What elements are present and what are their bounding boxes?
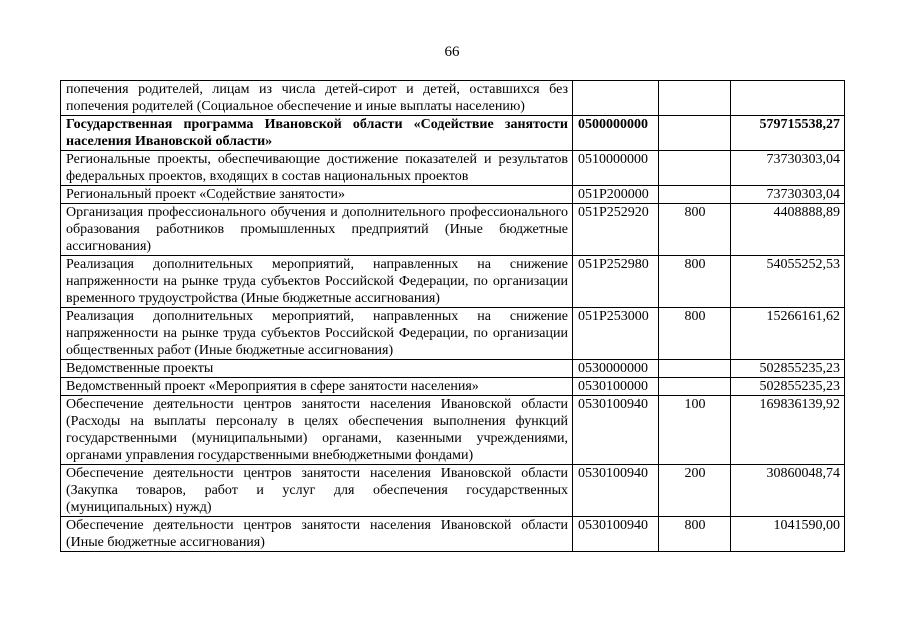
table-row (61, 151, 845, 186)
row-type-cell: 800 (659, 517, 731, 552)
budget-table (60, 80, 845, 552)
table-row (61, 81, 845, 116)
row-type-cell (659, 378, 731, 396)
row-sum-cell: 73730303,04 (731, 151, 845, 186)
row-name-cell: Обеспечение деятельности центров занятости населения Ивановской области (Расходы на выплаты персоналу в целях обеспечения выполнения функций государственными (муниципальными) органами, казенными учреждениями, органами управления государственными внебюджетными фондами) (61, 396, 573, 465)
row-sum-cell: 579715538,27 (731, 116, 845, 151)
row-name-cell: Государственная программа Ивановской области «Содействие занятости населения Ивановской области» (61, 116, 573, 151)
row-name-cell: Реализация дополнительных мероприятий, направленных на снижение напряженности на рынке труда субъектов Российской Федерации, по организации временного трудоустройства (Иные бюджетные ассигнования) (61, 256, 573, 308)
row-code-cell: 0530100940 (573, 465, 659, 517)
row-name-cell: Региональный проект «Содействие занятости» (61, 186, 573, 204)
table-row (61, 204, 845, 256)
row-sum-cell (731, 81, 845, 116)
row-sum-cell: 54055252,53 (731, 256, 845, 308)
row-sum-cell: 73730303,04 (731, 186, 845, 204)
row-sum-cell: 502855235,23 (731, 360, 845, 378)
row-name-cell: Ведомственный проект «Мероприятия в сфере занятости населения» (61, 378, 573, 396)
row-code-cell: 051P200000 (573, 186, 659, 204)
budget-table-body (61, 81, 845, 552)
row-name-cell: Реализация дополнительных мероприятий, направленных на снижение напряженности на рынке труда субъектов Российской Федерации, по организации общественных работ (Иные бюджетные ассигнования) (61, 308, 573, 360)
page-number: 66 (444, 44, 460, 60)
table-row (61, 378, 845, 396)
table-row (61, 308, 845, 360)
row-sum-cell: 1041590,00 (731, 517, 845, 552)
row-sum-cell: 169836139,92 (731, 396, 845, 465)
row-code-cell: 0530000000 (573, 360, 659, 378)
row-type-cell (659, 151, 731, 186)
table-row (61, 186, 845, 204)
row-code-cell: 051P252920 (573, 204, 659, 256)
row-type-cell: 200 (659, 465, 731, 517)
table-row (61, 396, 845, 465)
row-type-cell: 100 (659, 396, 731, 465)
row-name-cell: Ведомственные проекты (61, 360, 573, 378)
row-code-cell: 0510000000 (573, 151, 659, 186)
table-row (61, 360, 845, 378)
row-name-cell: попечения родителей, лицам из числа детей-сирот и детей, оставшихся без попечения родителей (Социальное обеспечение и иные выплаты населению) (61, 81, 573, 116)
row-type-cell (659, 360, 731, 378)
row-code-cell: 0500000000 (573, 116, 659, 151)
row-code-cell: 0530100940 (573, 396, 659, 465)
row-sum-cell: 15266161,62 (731, 308, 845, 360)
row-type-cell: 800 (659, 308, 731, 360)
row-type-cell (659, 81, 731, 116)
row-name-cell: Обеспечение деятельности центров занятости населения Ивановской области (Иные бюджетные ассигнования) (61, 517, 573, 552)
row-type-cell: 800 (659, 256, 731, 308)
row-name-cell: Организация профессионального обучения и дополнительного профессионального образования работников промышленных предприятий (Иные бюджетные ассигнования) (61, 204, 573, 256)
row-sum-cell: 30860048,74 (731, 465, 845, 517)
row-code-cell: 0530100940 (573, 517, 659, 552)
table-row (61, 256, 845, 308)
table-row (61, 517, 845, 552)
row-code-cell (573, 81, 659, 116)
row-type-cell (659, 116, 731, 151)
row-sum-cell: 4408888,89 (731, 204, 845, 256)
row-name-cell: Региональные проекты, обеспечивающие достижение показателей и результатов федеральных проектов, входящих в состав национальных проектов (61, 151, 573, 186)
table-row (61, 116, 845, 151)
table-row (61, 465, 845, 517)
row-name-cell: Обеспечение деятельности центров занятости населения Ивановской области (Закупка товаров, работ и услуг для обеспечения государственных (муниципальных) нужд) (61, 465, 573, 517)
row-type-cell: 800 (659, 204, 731, 256)
row-sum-cell: 502855235,23 (731, 378, 845, 396)
row-code-cell: 0530100000 (573, 378, 659, 396)
row-code-cell: 051P252980 (573, 256, 659, 308)
row-code-cell: 051P253000 (573, 308, 659, 360)
row-type-cell (659, 186, 731, 204)
